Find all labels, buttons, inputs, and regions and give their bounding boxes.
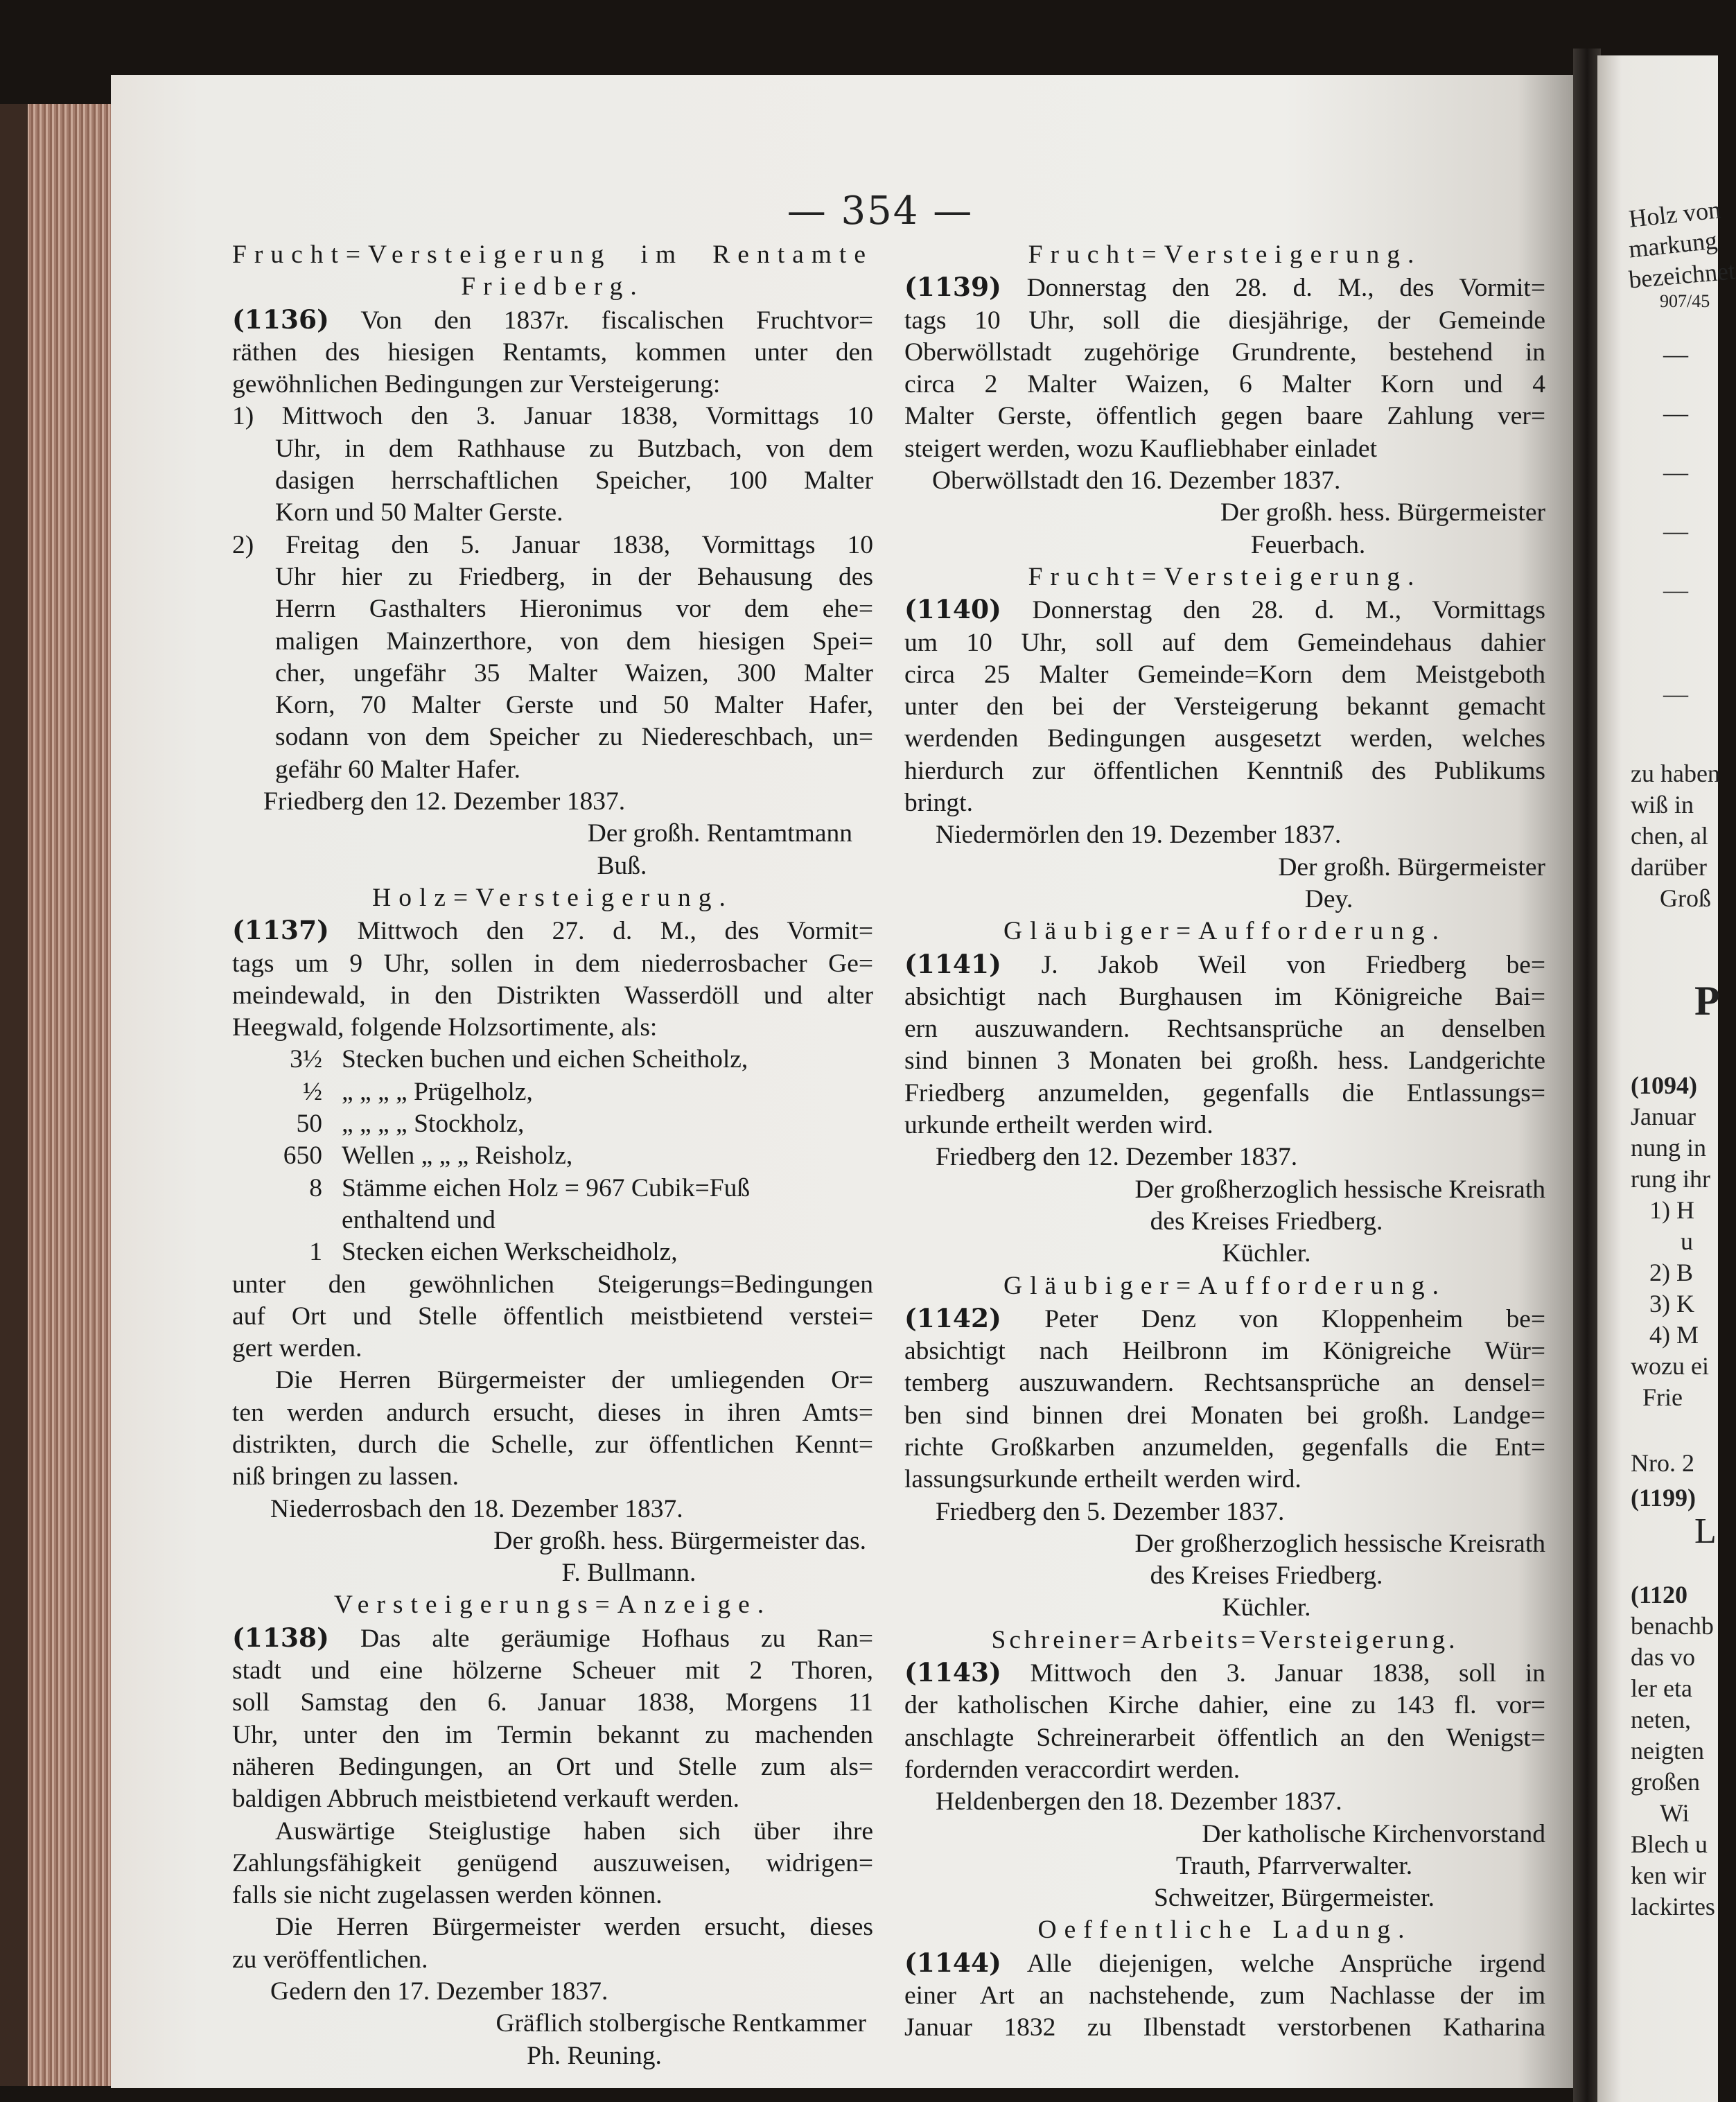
entry-number: (1141) bbox=[904, 948, 1001, 979]
fragment-dash: — bbox=[1663, 458, 1688, 486]
text-line: lassungsurkunde ertheilt werden wird. bbox=[904, 1465, 1301, 1494]
wood-type: „ „ „ „ Prügelholz, bbox=[342, 1077, 533, 1106]
entry-number: (1143) bbox=[904, 1657, 1001, 1688]
wood-row bbox=[232, 1076, 873, 1108]
text-line: gert werden. bbox=[232, 1334, 362, 1363]
entry-text: Von den 1837r. fiscalischen Fruchtvor= bbox=[360, 306, 873, 335]
fragment-line: (1120 bbox=[1631, 1581, 1688, 1609]
text-line: Oberwöllstadt zugehörige Grundrente, bestehend in bbox=[904, 338, 1545, 367]
fragment-line: neten, bbox=[1631, 1706, 1691, 1733]
text-line: ben sind binnen drei Monaten bei großh. Landge= bbox=[904, 1401, 1545, 1430]
right-column bbox=[904, 239, 1545, 2044]
heading-1140: Frucht=Versteigerung. bbox=[1028, 562, 1422, 591]
text-line: cher, ungefähr 35 Malter Waizen, 300 Malter bbox=[275, 658, 873, 687]
fragment-dash: — bbox=[1663, 576, 1688, 604]
signature: Küchler. bbox=[1222, 1239, 1311, 1268]
text-line: richte Großkarben anzumelden, gegenfalls die Ent= bbox=[904, 1433, 1545, 1462]
fragment-line: (1199) bbox=[1631, 1484, 1696, 1512]
fragment-line: markung bbox=[1627, 226, 1719, 263]
fragment-dash: — bbox=[1663, 517, 1688, 545]
signature: Der großherzoglich hessische Kreisrath bbox=[1134, 1529, 1545, 1558]
dateline: Heldenbergen den 18. Dezember 1837. bbox=[936, 1787, 1342, 1816]
fragment-line: Januar bbox=[1631, 1103, 1696, 1130]
entry-text: Mittwoch den 27. d. M., des Vormit= bbox=[357, 917, 874, 946]
dateline: Friedberg den 5. Dezember 1837. bbox=[936, 1497, 1285, 1526]
text-line: Malter Gerste, öffentlich gegen baare Zahlung ver= bbox=[904, 402, 1545, 431]
wood-quantity: ½ bbox=[302, 1077, 322, 1106]
wood-type: Stecken buchen und eichen Scheitholz, bbox=[342, 1045, 748, 1074]
wood-row bbox=[232, 1173, 873, 1205]
text-line: Die Herren Bürgermeister werden ersucht, dieses bbox=[275, 1913, 873, 1942]
signature: Dey. bbox=[1304, 884, 1353, 913]
fragment-line: bezeichnet bbox=[1627, 256, 1736, 294]
text-line bbox=[904, 593, 1545, 627]
text-line: Uhr, unter den im Termin bekannt zu machenden bbox=[232, 1720, 873, 1749]
text-line bbox=[232, 914, 873, 947]
fragment-line: lackirtes bbox=[1631, 1893, 1715, 1920]
fragment-line: chen, al bbox=[1631, 822, 1708, 850]
book-cover-edge bbox=[0, 104, 28, 2086]
fragment-line: ler eta bbox=[1631, 1674, 1692, 1702]
text-line: Die Herren Bürgermeister der umliegenden Or= bbox=[275, 1366, 873, 1395]
wood-quantity: 1 bbox=[309, 1238, 322, 1267]
fragment-line: (1094) bbox=[1631, 1071, 1697, 1099]
entry-text: Donnerstag den 28. d. M., des Vormit= bbox=[1026, 274, 1546, 303]
text-line: gewöhnlichen Bedingungen zur Versteigerung: bbox=[232, 370, 721, 399]
fragment-line: Nro. 2 bbox=[1631, 1449, 1694, 1477]
signature: F. Bullmann. bbox=[561, 1559, 696, 1588]
entry-text: Mittwoch den 3. Januar 1838, soll in bbox=[1030, 1659, 1545, 1688]
text-line bbox=[904, 1947, 1545, 1980]
text-line: soll Samstag den 6. Januar 1838, Morgens 11 bbox=[232, 1688, 873, 1717]
text-line: sodann von dem Speicher zu Niedereschbach, un= bbox=[275, 723, 873, 752]
text-line: baldigen Abbruch meistbietend verkauft werden. bbox=[232, 1785, 740, 1814]
entry-number: (1139) bbox=[904, 272, 1001, 303]
fragment-line: großen bbox=[1631, 1768, 1700, 1796]
wood-type: „ „ „ „ Stockholz, bbox=[342, 1110, 525, 1139]
heading-1136-cont: Friedberg. bbox=[461, 272, 645, 301]
dateline: Niederrosbach den 18. Dezember 1837. bbox=[270, 1494, 683, 1523]
wood-type: enthaltend und bbox=[342, 1205, 496, 1234]
fragment-line: zu haben bbox=[1631, 760, 1720, 787]
text-line: tags um 9 Uhr, sollen in dem niederrosbacher Ge= bbox=[232, 949, 873, 978]
signature: Trauth, Pfarrverwalter. bbox=[1175, 1851, 1413, 1880]
entry-text: Das alte geräumige Hofhaus zu Ran= bbox=[360, 1624, 873, 1653]
text-line: auf Ort und Stelle öffentlich meistbietend verstei= bbox=[232, 1302, 873, 1331]
text-line: Januar 1832 zu Ilbenstadt verstorbenen Katharina bbox=[904, 2013, 1545, 2042]
text-line bbox=[904, 271, 1545, 304]
text-line: niß bringen zu lassen. bbox=[232, 1462, 459, 1491]
fragment-line: rung ihr bbox=[1631, 1165, 1710, 1193]
text-line: absichtigt nach Burghausen im Königreiche Bai= bbox=[904, 982, 1545, 1011]
text-line: näheren Bedingungen, an Ort und Stelle zum als= bbox=[232, 1752, 873, 1781]
text-line: absichtigt nach Heilbronn im Königreiche Wür= bbox=[904, 1337, 1545, 1366]
signature: Feuerbach. bbox=[1250, 530, 1366, 559]
dateline: Oberwöllstadt den 16. Dezember 1837. bbox=[932, 466, 1341, 496]
fragment-dash: — bbox=[1663, 399, 1688, 427]
list-item: 2) Freitag den 5. Januar 1838, Vormittags 10 bbox=[232, 530, 873, 559]
text-line: circa 25 Malter Gemeinde=Korn dem Meistgeboth bbox=[904, 660, 1545, 689]
book-gutter bbox=[1573, 49, 1601, 2102]
text-line: Heegwald, folgende Holzsortimente, als: bbox=[232, 1013, 658, 1042]
fragment-line: Wi bbox=[1660, 1799, 1690, 1827]
fragment-line: P bbox=[1694, 978, 1720, 1024]
wood-row bbox=[232, 1044, 873, 1076]
entry-number: (1136) bbox=[232, 304, 329, 335]
text-line bbox=[904, 1302, 1545, 1335]
text-line: stadt und eine hölzerne Scheuer mit 2 Thoren, bbox=[232, 1656, 873, 1685]
fragment-line: Groß bbox=[1660, 884, 1711, 912]
text-line: unter den gewöhnlichen Steigerungs=Bedingungen bbox=[232, 1270, 873, 1299]
fragment-line: nung in bbox=[1631, 1134, 1707, 1162]
text-line: Zahlungsfähigkeit genügend auszuweisen, widrigen= bbox=[232, 1848, 873, 1877]
signature: Buß. bbox=[597, 851, 647, 880]
text-line: Friedberg anzumelden, gegenfalls die Entlassungs= bbox=[904, 1078, 1545, 1107]
text-line: Herrn Gasthalters Hieronimus vor dem ehe= bbox=[275, 595, 873, 624]
text-line: ern auszuwandern. Rechtsansprüche an denselben bbox=[904, 1015, 1545, 1044]
entry-number: (1144) bbox=[904, 1947, 1001, 1978]
wood-quantity: 50 bbox=[296, 1110, 322, 1139]
text-line bbox=[232, 1622, 873, 1655]
heading-1144: Oeffentliche Ladung. bbox=[1037, 1916, 1412, 1945]
entry-number: (1140) bbox=[904, 594, 1001, 625]
text-line: distrikten, durch die Schelle, zur öffentlichen Kennt= bbox=[232, 1430, 873, 1459]
fragment-line: benachb bbox=[1631, 1612, 1714, 1640]
entry-text: J. Jakob Weil von Friedberg be= bbox=[1041, 950, 1545, 979]
text-line: der katholischen Kirche dahier, eine zu 143 fl. vor= bbox=[904, 1691, 1545, 1720]
signature: des Kreises Friedberg. bbox=[1150, 1207, 1383, 1236]
entry-text: Peter Denz von Kloppenheim be= bbox=[1044, 1304, 1546, 1333]
text-line: unter den bei der Versteigerung bekannt gemacht bbox=[904, 692, 1545, 721]
wood-row bbox=[232, 1108, 873, 1140]
fragment-line: Holz von bbox=[1627, 195, 1722, 233]
text-line: gefähr 60 Malter Hafer. bbox=[275, 755, 520, 784]
text-line: urkunde ertheilt werden wird. bbox=[904, 1111, 1213, 1140]
text-line: temberg auszuwandern. Rechtsansprüche an densel= bbox=[904, 1369, 1545, 1398]
entry-number: (1137) bbox=[232, 915, 329, 946]
entry-number: (1138) bbox=[232, 1622, 329, 1653]
text-line: Korn und 50 Malter Gerste. bbox=[275, 498, 563, 527]
text-line: werdenden Bedingungen ausgesetzt werden, welches bbox=[904, 724, 1545, 753]
fragment-line: u bbox=[1681, 1227, 1693, 1255]
signature: Der großh. hess. Bürgermeister bbox=[1220, 498, 1545, 527]
wood-row bbox=[232, 1140, 873, 1172]
text-line bbox=[904, 1656, 1545, 1690]
text-line: steigert werden, wozu Kaufliebhaber einladet bbox=[904, 434, 1377, 463]
entry-number: (1142) bbox=[904, 1302, 1001, 1333]
text-line: Uhr hier zu Friedberg, in der Behausung des bbox=[275, 562, 873, 591]
wood-row bbox=[232, 1205, 873, 1236]
fragment-line: neigten bbox=[1631, 1737, 1704, 1764]
wood-type: Wellen „ „ „ Reisholz, bbox=[342, 1141, 573, 1171]
fragment-line: 907/45 bbox=[1660, 291, 1710, 311]
text-line: tags 10 Uhr, soll die diesjährige, der Gemeinde bbox=[904, 306, 1545, 335]
wood-type: Stecken eichen Werkscheidholz, bbox=[342, 1238, 678, 1267]
text-line: um 10 Uhr, soll auf dem Gemeindehaus dahier bbox=[904, 628, 1545, 657]
dateline: Friedberg den 12. Dezember 1837. bbox=[263, 787, 626, 816]
text-line: circa 2 Malter Waizen, 6 Malter Korn und 4 bbox=[904, 370, 1545, 399]
wood-quantity: 650 bbox=[283, 1141, 322, 1171]
text-line: Uhr, in dem Rathhause zu Butzbach, von dem bbox=[275, 434, 873, 463]
heading-1142: Gläubiger=Aufforderung. bbox=[1003, 1271, 1446, 1300]
list-item: 1) Mittwoch den 3. Januar 1838, Vormittags 10 bbox=[232, 402, 873, 431]
text-line: Auswärtige Steiglustige haben sich über ihre bbox=[275, 1816, 873, 1846]
heading-1139: Frucht=Versteigerung. bbox=[1028, 240, 1422, 269]
text-line: räthen des hiesigen Rentamts, kommen unter den bbox=[232, 338, 873, 367]
text-line bbox=[232, 304, 873, 337]
fragment-line: wozu ei bbox=[1631, 1352, 1709, 1380]
text-line: Korn, 70 Malter Gerste und 50 Malter Hafer, bbox=[275, 691, 873, 720]
fragment-line: 3) K bbox=[1649, 1290, 1694, 1317]
text-line: sind binnen 3 Monaten bei großh. hess. Landgerichte bbox=[904, 1046, 1545, 1076]
text-line: zu veröffentlichen. bbox=[232, 1945, 428, 1974]
signature: Ph. Reuning. bbox=[527, 2041, 662, 2070]
signature: Der katholische Kirchenvorstand bbox=[1202, 1819, 1545, 1848]
text-line: dasigen herrschaftlichen Speicher, 100 Malter bbox=[275, 466, 873, 496]
signature: Der großh. Bürgermeister bbox=[1278, 852, 1545, 882]
page-number: — 354 — bbox=[787, 189, 974, 234]
signature: Gräflich stolbergische Rentkammer bbox=[496, 2009, 866, 2038]
fragment-line: L bbox=[1694, 1512, 1717, 1551]
signature: Der großh. hess. Bürgermeister das. bbox=[493, 1526, 866, 1555]
fragment-dash: — bbox=[1663, 340, 1688, 368]
heading-1143: Schreiner=Arbeits=Versteigerung. bbox=[991, 1625, 1459, 1654]
text-line: meindewald, in den Distrikten Wasserdöll und alter bbox=[232, 981, 873, 1010]
next-page-fragment bbox=[1597, 55, 1736, 2102]
text-line: anschlagte Schreinerarbeit öffentlich an den Wenigst= bbox=[904, 1723, 1545, 1752]
fragment-line: ken wir bbox=[1631, 1862, 1706, 1889]
text-line: einer Art an nachstehende, zum Nachlasse der im bbox=[904, 1981, 1545, 2011]
dateline: Friedberg den 12. Dezember 1837. bbox=[936, 1143, 1298, 1172]
fragment-line: 2) B bbox=[1649, 1259, 1693, 1286]
signature: des Kreises Friedberg. bbox=[1150, 1561, 1383, 1591]
signature: Der großherzoglich hessische Kreisrath bbox=[1134, 1175, 1545, 1204]
heading-1141: Gläubiger=Aufforderung. bbox=[1003, 917, 1446, 946]
fragment-line: Frie bbox=[1642, 1383, 1683, 1411]
wood-quantity: 8 bbox=[309, 1173, 322, 1202]
heading-1136: Frucht=Versteigerung im Rentamte bbox=[232, 240, 873, 269]
entry-text: Alle diejenigen, welche Ansprüche irgend bbox=[1026, 1949, 1545, 1978]
fragment-line: darüber bbox=[1631, 853, 1707, 881]
fragment-line: 4) M bbox=[1649, 1321, 1699, 1349]
signature: Der großh. Rentamtmann bbox=[587, 819, 852, 848]
text-line: bringt. bbox=[904, 789, 973, 818]
fragment-dash: — bbox=[1663, 680, 1688, 708]
fragment-line: 1) H bbox=[1649, 1196, 1694, 1224]
entry-text: Donnerstag den 28. d. M., Vormittags bbox=[1032, 596, 1546, 625]
text-line bbox=[904, 948, 1545, 981]
fragment-line: wiß in bbox=[1631, 791, 1694, 818]
wood-type: Stämme eichen Holz = 967 Cubik=Fuß bbox=[342, 1173, 751, 1202]
signature: Küchler. bbox=[1222, 1593, 1311, 1622]
heading-1137: Holz=Versteigerung. bbox=[372, 883, 733, 912]
fragment-line: das vo bbox=[1631, 1643, 1695, 1671]
text-line: hierdurch zur öffentlichen Kenntniß des Publikums bbox=[904, 756, 1545, 785]
dateline: Gedern den 17. Dezember 1837. bbox=[270, 1977, 608, 2006]
dateline: Niedermörlen den 19. Dezember 1837. bbox=[936, 821, 1342, 850]
signature: Schweitzer, Bürgermeister. bbox=[1154, 1884, 1435, 1913]
wood-quantity: 3½ bbox=[290, 1045, 322, 1074]
fragment-line: Blech u bbox=[1631, 1830, 1708, 1858]
text-line: maligen Mainzerthore, von dem hiesigen Spei= bbox=[275, 627, 873, 656]
left-column bbox=[232, 239, 873, 2072]
wood-row bbox=[232, 1236, 873, 1268]
text-line: ten werden andurch ersucht, dieses in ihren Amts= bbox=[232, 1398, 873, 1427]
text-line: fordernden veraccordirt werden. bbox=[904, 1755, 1240, 1784]
text-line: falls sie nicht zugelassen werden können. bbox=[232, 1881, 663, 1910]
heading-1138: Versteigerungs=Anzeige. bbox=[333, 1591, 772, 1620]
